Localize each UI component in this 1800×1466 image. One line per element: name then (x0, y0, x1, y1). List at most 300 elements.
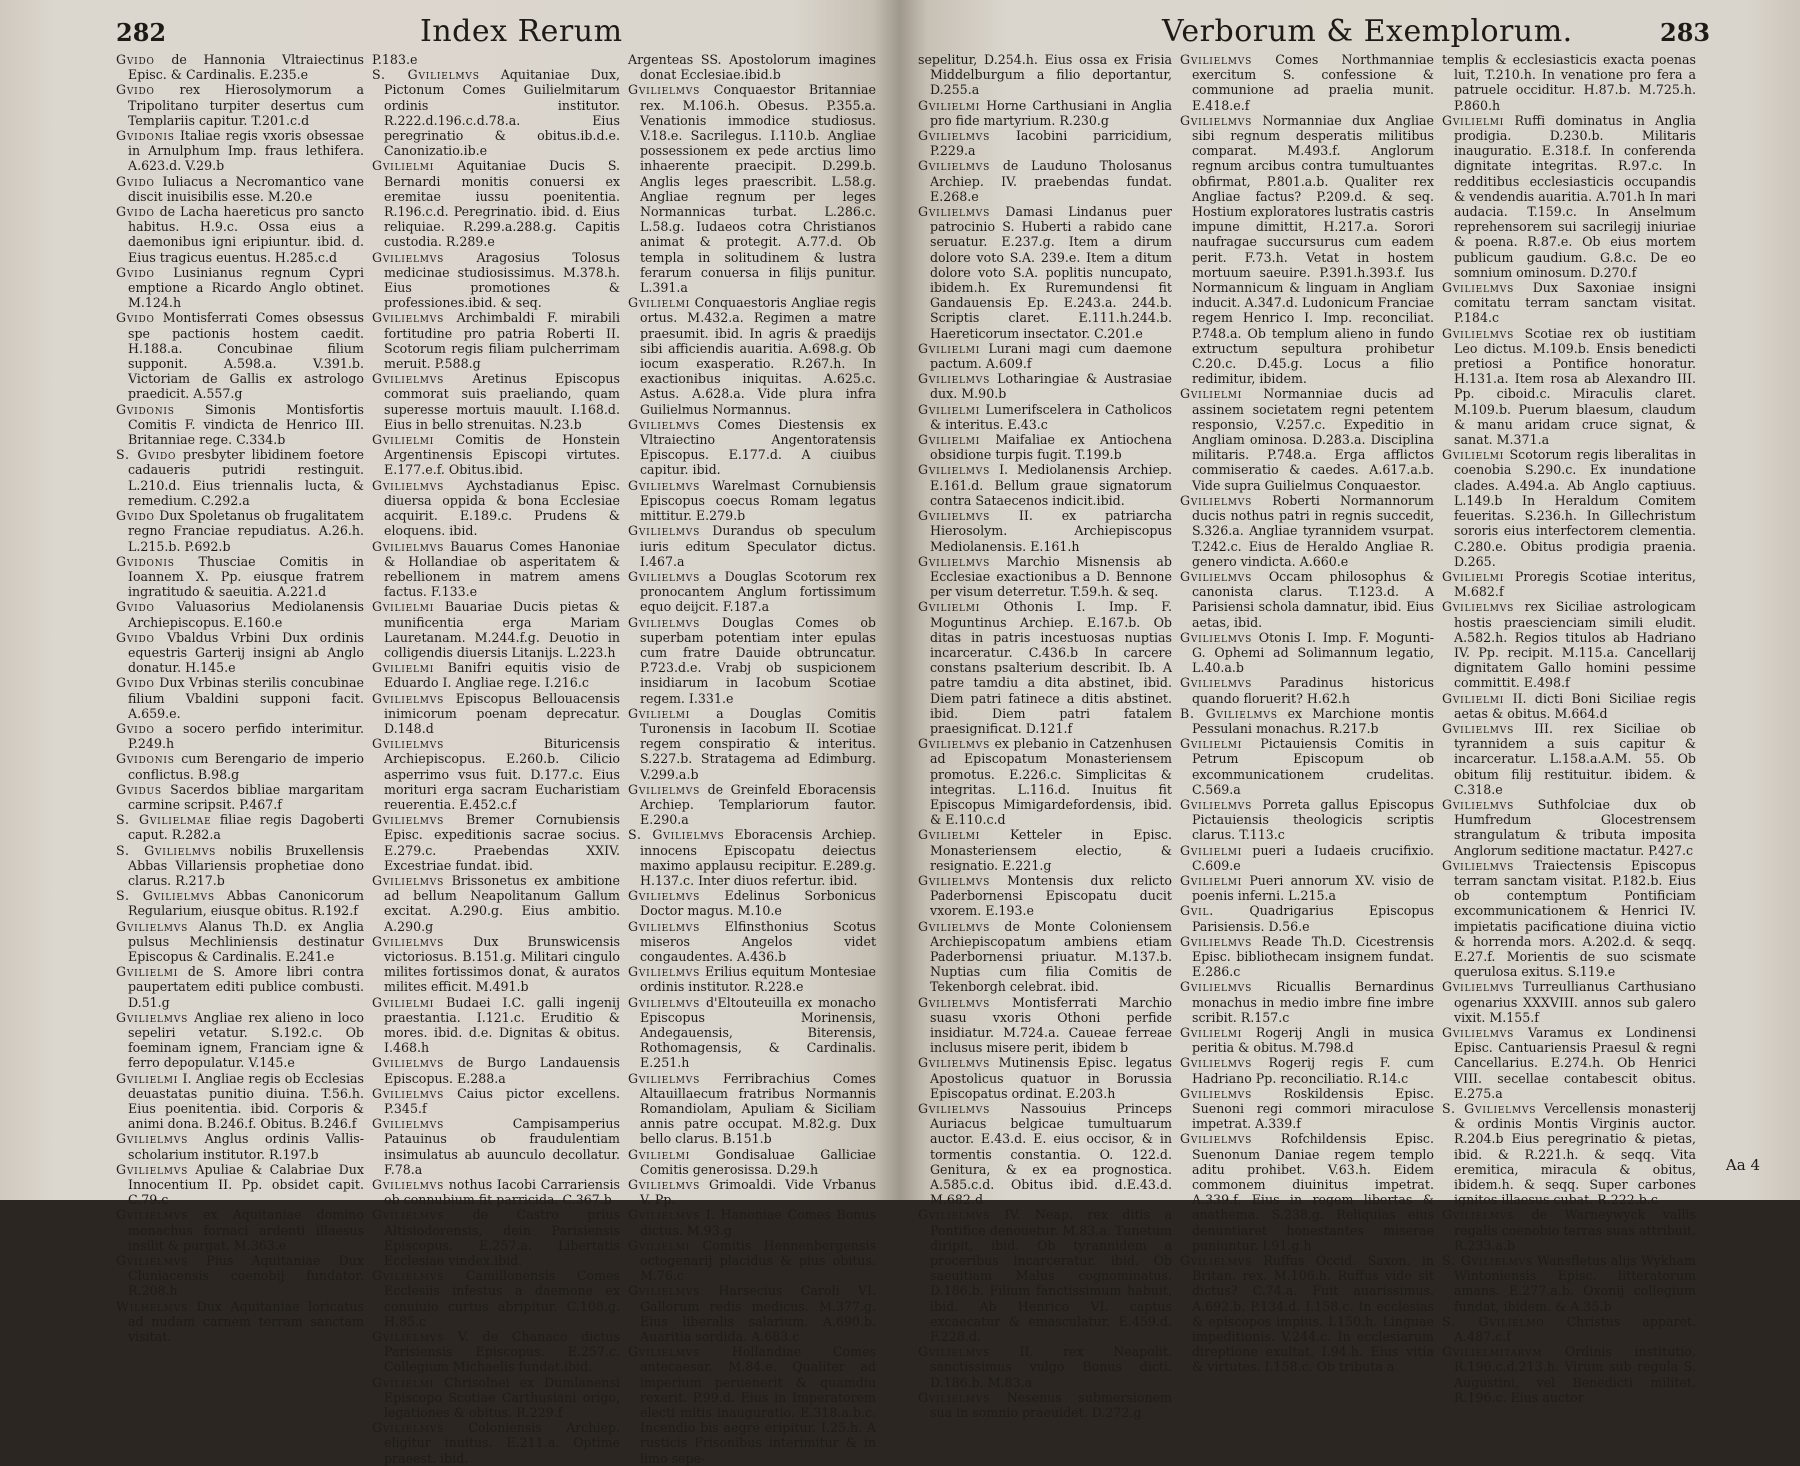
entry-text: nothus Iacobi Carrariensis ob connubium fit parricida. C.367.b (384, 1177, 620, 1208)
index-entry (1442, 1314, 1696, 1344)
entry-headword: Gvilielmvs (372, 310, 445, 326)
entry-text: I. Angliae regis ob Ecclesias deuastatas punitio diuina. T.56.h. Eius poenitentia. ibid. Corporis & animi dona. B.246.f. Obitus. B.246.f (128, 1070, 365, 1132)
entry-headword: Gvilielmvs (918, 1207, 991, 1223)
entry-text: Gondisaluae Galliciae Comitis generosissa. D.29.h (640, 1146, 876, 1177)
entry-headword: B. Gvilielmvs (1180, 705, 1278, 721)
entry-text: cum Berengario de imperio conflictus. B.98.g (128, 751, 364, 782)
index-entry (918, 1207, 1172, 1344)
entry-headword: Gvilielmvs (1180, 675, 1253, 691)
index-entry (116, 964, 364, 1010)
entry-text: Sacerdos bibliae margaritam carmine scripsit. P.467.f (128, 781, 364, 812)
entry-headword: Gvilielmvs (116, 1009, 189, 1025)
entry-text: rex Hierosolymorum a Tripolitano turpiter desertus cum Templariis capitur. T.201.c.d (128, 82, 364, 128)
entry-text: Ordinis institutio, R.196.c.d.213.h. Virum sub regula S. Augustini, vel Benedicti militet. R.196.c. Eius auctor (1454, 1344, 1696, 1405)
index-entry (1180, 493, 1434, 569)
entry-text: Bauariae Ducis pietas & munificentia erga Mariam Lauretanam. M.244.f.g. Deuotio in colligendis diuersis Litanijs. L.223.h (384, 599, 620, 660)
entry-text: Dux Saxoniae insigni comitatu terram sanctam visitat. P.184.c (1454, 280, 1696, 326)
entry-text: Montisferrati Comes obsessus spe pactionis hostem caedit. H.188.a. Concubinae filium supponit. A.598.a. V.391.b. Victoriam de Gallis ex astrologo praedicit. A.557.g (128, 310, 364, 402)
entry-headword: Gvilielmvs (1442, 796, 1515, 812)
index-entry (1180, 736, 1434, 797)
entry-headword: Gvilielmvs (918, 158, 991, 174)
entry-text: IV. Neap. rex ditis a Pontifice denouetur. M.83.a. Tunetum diripit, ibid. Ob tyrannidem a proceribus incarceratur. ibid. Ob saeuitiam Malus cognominatus. D.186.b. Filium fanctissimum habuit, ibid. Ab Henrico VI. captus excaecatur & emasculatur. E.459.d. F.228.d. (930, 1207, 1173, 1345)
entry-text: sepelitur, D.254.h. Eius ossa ex Frisia Middelburgum a filio deportantur, D.255.a (918, 52, 1172, 98)
entry-headword: Gvilielmvs (1442, 1207, 1515, 1223)
index-entry (372, 432, 620, 478)
entry-text: Damasi Lindanus puer patrocinio S. Huberti a rabido cane seruatur. E.237.g. Item a dirum dolore voto S.A. 239.e. Item a ditum dolore voto S.A. poplitis nuncupato, ibidem.h. Ex Ruremundensi fit Gandauensis Ep. E.243.a. 244.b. Scriptis claret. E.111.h.244.b. Haereticorum insectator. C.201.e (930, 204, 1172, 341)
index-entry (372, 736, 620, 812)
entry-text: presbyter libidinem foetore cadaueris putridi restinguit. L.210.d. Eius triennalis lucta, & remedium. C.292.a (128, 447, 364, 508)
entry-text: a Douglas Comitis Turonensis in Iacobum II. Scotiae regem conspiratio & interitus. S.227.b. Stratagema ad Edimburg. V.299.a.b (640, 705, 876, 782)
entry-text: Warelmast Cornubiensis Episcopus coecus Romam legatus mittitur. E.279.b (640, 477, 876, 524)
index-entry (628, 782, 876, 828)
entry-text: Aquitaniae Ducis S. Bernardi monitis conuersi ex eremitae iussu poenitentia. R.196.c.d. Peregrinatio. ibid. d. Eius reliquiae. R.299.a.288.g. Capitis custodia. R.289.e (384, 158, 620, 250)
index-entry (628, 827, 876, 888)
entry-headword: Gvidonis (116, 751, 175, 767)
index-entry (1180, 873, 1434, 903)
index-entry (116, 1071, 364, 1132)
entry-headword: Gvidonis (116, 401, 175, 417)
entry-text: Abbas Canonicorum Regularium, eiusque obitus. R.192.f (128, 888, 364, 919)
index-entry (628, 1207, 876, 1237)
entry-headword: Gvilielmi (1442, 690, 1505, 706)
entry-headword: Gvilielmi (372, 158, 435, 174)
index-entry (918, 341, 1172, 371)
entry-text: Normanniae ducis ad assinem societatem regni petentem responsio, V.257.c. Expeditio in Angliam ominosa. D.283.a. Disciplina militaris. P.748.a. Erga afflictos commiseratio & caedes. A.617.a.b. Vide supra Guilielmus Conquaestor. (1192, 386, 1434, 493)
index-entry (918, 554, 1172, 600)
entry-headword: Gvilielmi (918, 340, 981, 356)
entry-text: Proregis Scotiae interitus, M.682.f (1454, 568, 1696, 600)
right-page (900, 0, 1800, 1421)
index-entry (1180, 675, 1434, 705)
entry-headword: Gvilielmvs (1442, 325, 1515, 341)
entry-headword: Gvilielmi (1180, 1025, 1243, 1040)
entry-headword: Gvilielmvs (918, 508, 991, 524)
entry-headword: Gvilielmvs (918, 128, 991, 144)
entry-headword: Gvilielmvs (1180, 112, 1253, 128)
entry-text: Vbaldus Vrbini Dux ordinis equestris Garterij insigni ab Anglo donatur. H.145.e (128, 629, 364, 676)
entry-text: pueri a Iudaeis crucifixio. C.609.e (1192, 842, 1434, 873)
index-entry (116, 812, 364, 842)
entry-headword: Gvilielmvs (918, 994, 991, 1010)
entry-headword: Gvilielmvs (1180, 1131, 1253, 1147)
index-entry (116, 128, 364, 174)
entry-headword: S. Gvilielmvs (628, 827, 725, 843)
entry-headword: S. Gvilielmvs (1442, 1101, 1537, 1117)
entry-text: Banifri equitis visio de Eduardo I. Angliae rege. I.216.c (384, 660, 620, 691)
index-entry (1442, 326, 1696, 448)
index-entry (1442, 1101, 1696, 1207)
index-entry (918, 1344, 1172, 1390)
entry-headword: Gvilielmi (1180, 736, 1243, 752)
index-entry (116, 1253, 364, 1299)
entry-text: Aragosius Tolosus medicinae studiosissimus. M.378.h. Eius promotiones & professiones.ibid. & seq. (384, 249, 620, 311)
entry-text: II. dicti Boni Siciliae regis aetas & obitus. M.664.d (1454, 690, 1697, 721)
entry-headword: Gvilielmvs (628, 888, 701, 904)
entry-text: Iuliacus a Necromantico vane discit inuisibilis esse. M.20.e (128, 173, 364, 204)
entry-text: Montensis dux relicto Paderbornensi Episcopatu ducit vxorem. E.193.e (930, 872, 1172, 919)
left-page-number: 282 (116, 18, 167, 47)
entry-text: Pueri annorum XV. visio de poenis inferni. L.215.a (1192, 872, 1434, 904)
entry-headword: Gvilielmvs (918, 462, 991, 478)
index-entry (116, 508, 364, 554)
index-entry (116, 554, 364, 600)
entry-text: Anglus ordinis Vallis-scholarium institutor. R.197.b (128, 1131, 364, 1162)
index-entry (1442, 599, 1696, 690)
entry-text: Rofchildensis Episc. Suenonum Daniae regem templo aditu prohibet. V.63.h. Eidem commonem diuinitus impetrat. A.339.f. Eius in regem libertas & anathema. S.238.g. Reliquias eius denuntiaret honestantes miserae puniuntur. I.91.g.h (1192, 1131, 1434, 1253)
entry-text: ex Marchione montis Pessulani monachus. R.217.b (1192, 705, 1434, 736)
entry-text: Campisamperius Patauinus ob fraudulentiam insimulatus ab auunculo decollatur. F.78.a (384, 1116, 620, 1177)
index-entry (116, 782, 364, 812)
index-entry (1180, 979, 1434, 1025)
entry-text: Coloniensis Archiep. eligitur inuitus. E.211.a. Optime praeest. ibid. (384, 1420, 620, 1466)
entry-text: Aquitaniae Dux, Pictonum Comes Guilielmitarum ordinis institutor. R.222.d.196.c.d.78.a. Eius peregrinatio & obitus.ib.d.e. Canonizatio.ib.e (384, 67, 620, 159)
index-entry (918, 1390, 1172, 1420)
entry-headword: Gvilielmi (628, 705, 691, 721)
index-entry (116, 82, 364, 128)
entry-headword: Gvilielmvs (628, 82, 701, 98)
entry-headword: Gvilielmvs (918, 872, 991, 888)
index-entry (628, 417, 876, 478)
index-entry (1180, 843, 1434, 873)
entry-headword: Gvilielmi (372, 1374, 435, 1390)
entry-text: Occam philosophus & canonista clarus. T.123.d. A Parisiensi schola damnatur, ibid. Eius aetas, ibid. (1192, 568, 1434, 630)
entry-headword: Gvilielmvs (1180, 1055, 1253, 1071)
entry-headword: Gvilielmvs (372, 477, 445, 493)
entry-headword: S. Gvilielmvs (116, 842, 217, 858)
entry-text: Grimoaldi. Vide Vrbanus V. Pp. (640, 1177, 876, 1208)
entry-headword: Gvilielmvs (1180, 52, 1253, 67)
entry-headword: Gvilielmvs (116, 1207, 189, 1223)
entry-text: III. rex Siciliae ob tyrannidem a suis capitur & incarceratur. L.158.a.A.M. 55. Ob obitum filij restituitur. ibidem. & C.318.e (1454, 720, 1696, 797)
entry-headword: Gvilielmvs (372, 1116, 445, 1132)
entry-text: Lusinianus regnum Cypri emptione a Ricardo Anglo obtinet. M.124.h (128, 264, 364, 311)
index-entry (116, 599, 364, 629)
index-entry (116, 204, 364, 265)
entry-text: Pictauiensis Comitis in Petrum Episcopum ob excommunicationem crudelitas. C.569.a (1192, 736, 1434, 797)
entry-text: de Monte Coloniensem Archiepiscopatum ambiens etiam Paderbornensi priuatur. M.137.b. Nuptias cum filia Comitis de Tekenborgh celebrat. ibid. (930, 918, 1172, 995)
entry-text: Dux Spoletanus ob frugalitatem regno Franciae repudiatus. A.26.h. L.215.b. P.692.b (128, 508, 364, 554)
entry-text: Dux Brunswicensis victoriosus. B.151.g. Militari cingulo milites fortissimos donat, & auratos milites efficit. M.491.b (384, 933, 620, 995)
entry-headword: Gvilielmi (1442, 112, 1505, 128)
entry-text: Dux Vrbinas sterilis concubinae filium Vbaldini supponi facit. A.659.e. (128, 675, 364, 721)
index-entry (918, 204, 1172, 341)
entry-text: Quadrigarius Episcopus Parisiensis. D.56.e (1192, 903, 1434, 934)
entry-headword: Gvilielmi (116, 964, 179, 980)
index-entry (628, 964, 876, 994)
index-entry (1442, 858, 1696, 980)
entry-headword: Gvilielmi (116, 1070, 179, 1086)
index-entry (372, 478, 620, 539)
entry-text: Paradinus historicus quando floruerit? H.62.h (1192, 675, 1434, 706)
index-entry (372, 934, 620, 995)
entry-text: Elfinsthonius Scotus miseros Angelos videt congaudentes. A.436.b (640, 918, 876, 964)
index-entry (1442, 1207, 1696, 1253)
entry-text: Ricuallis Bernardinus monachus in medio imbre fine imbre scribit. R.157.c (1192, 979, 1434, 1025)
index-entry (628, 1177, 876, 1207)
entry-headword: Gvilielmvs (1442, 857, 1515, 873)
entry-headword: Gvilielmvs (1442, 979, 1515, 995)
entry-text: Rogerij regis F. cum Hadriano Pp. reconciliatio. R.14.c (1192, 1055, 1434, 1086)
entry-text: Suthfolciae dux ob Humfredum Glocestrensem strangulatum & tributa imposita Anglorum seditione mactatur. P.427.c (1454, 796, 1696, 858)
entry-text: Lotharingiae & Austrasiae dux. M.90.b (930, 371, 1172, 402)
entry-headword: Gvilielmvs (628, 477, 701, 493)
index-entry (116, 1299, 364, 1345)
entry-headword: Gvilielmi (918, 432, 981, 448)
index-entry (372, 1086, 620, 1116)
entry-text: a Douglas Scotorum rex pronocantem Anglum fortissimum equo deijcit. F.187.a (640, 568, 876, 615)
entry-headword: Gvilielmvs (1180, 568, 1253, 584)
entry-headword: Gvilielmvs (1442, 599, 1515, 615)
index-entry (116, 751, 364, 781)
index-entry (372, 1177, 620, 1207)
index-entry (116, 52, 364, 82)
entry-text: ex plebanio in Catzenhusen ad Episcopatum Monasteriensem promotus. E.226.c. Simplicitas & integritas. L.116.d. Inuitus fit Episcopus Mimigardefordensis, ibid. & E.110.c.d (930, 736, 1172, 828)
entry-headword: Gvilielmvs (1180, 492, 1253, 508)
right-page-number: 283 (1660, 18, 1711, 47)
index-entry (918, 508, 1172, 554)
index-entry (116, 402, 364, 448)
index-entry (1442, 979, 1696, 1025)
index-entry (628, 52, 876, 82)
entry-text: Ketteler in Episc. Monasteriensem electio, & resignatio. E.221.g (930, 827, 1172, 873)
entry-headword: Gvilielmvs (628, 1344, 701, 1360)
entry-headword: Gvilielmvs (116, 1131, 189, 1147)
index-entry (116, 1207, 364, 1253)
entry-text: Scotorum regis liberalitas in coenobia S.290.c. Ex inundatione clades. A.494.a. Ab Anglo captiuus. L.149.b In Heraldum Comitem feueritas. S.236.h. In Gillechristum sororis eius interfectorem clementia. C.280.e. Obitus prodigia praenia. D.265. (1454, 447, 1696, 569)
entry-text: Conquaestor Britanniae rex. M.106.h. Obesus. P.355.a. Venationis immodice studiosus. V.18.e. Sacrilegus. I.110.b. Angliae possessionem ex pede arctius limo inhaerente praecipit. D.299.b. Anglis leges praescribit. L.58.g. Angliae regnum per leges Normannicas turbat. L.286.c. L.58.g. Iudaeos cotra Christianos animat & protegit. A.77.d. Ob templa in solitudinem & lustra ferarum conuersa in filijs punitur. L.391.a (640, 82, 876, 296)
index-entry (116, 721, 364, 751)
entry-text: Angliae rex alieno in loco sepeliri vetatur. S.192.c. Ob foeminam ignem, Franciam igne & ferro depopulatur. V.145.e (128, 1009, 364, 1071)
index-entry (116, 1162, 364, 1208)
entry-text: Caius pictor excellens. P.345.f (384, 1085, 620, 1117)
index-entry (372, 1375, 620, 1421)
index-entry (1442, 797, 1696, 858)
index-entry (372, 539, 620, 600)
index-entry (628, 1147, 876, 1177)
entry-text: nobilis Bruxellensis Abbas Villariensis prophetiae dono clarus. R.217.b (128, 842, 364, 888)
index-entry (372, 67, 620, 158)
entry-headword: Gvilielmvs (628, 994, 701, 1010)
entry-text: Argenteas SS. Apostolorum imagines donat Ecclesiae.ibid.b (628, 52, 876, 83)
entry-text: Maifaliae ex Antiochena obsidione turpis fugit. T.199.b (930, 432, 1172, 463)
index-entry (116, 919, 364, 965)
entry-headword: Gvido (116, 629, 155, 645)
entry-text: Ruffus Occid. Saxon. in Britan. rex. M.106.h. Ruffus vide sit dictus? C.74.a. Fuit auarissimus. A.692.b. P.134.d. I.158.c. In ecclesias & episcopos impius. I.150.h. Linguae impeditionis. V.244.c. In ecclesiarum direptione exultat. I.94.h. Eius vitia & virtutes. I.158.c. Ob tributa a (1192, 1253, 1434, 1375)
entry-text: Nesenus submersionem sua in somnio praeuidet. D.272.g (930, 1389, 1172, 1421)
index-entry (116, 675, 364, 721)
entry-text: de Hannonia Vltraiectinus Episc. & Cardinalis. E.235.e (128, 52, 364, 83)
index-entry (372, 310, 620, 371)
entry-text: Rogerij Angli in musica peritia & obitus. M.798.d (1192, 1025, 1434, 1056)
entry-headword: Gvilielmvs (372, 872, 445, 888)
index-entry (918, 736, 1172, 827)
entry-headword: Gvilielmvs (628, 781, 701, 797)
entry-headword: Gvilielmvs (372, 736, 445, 752)
index-entry (372, 660, 620, 690)
entry-text: Edelinus Sorbonicus Doctor magus. M.10.e (640, 888, 876, 919)
entry-text: II. rex Neapolit. sanctissimus vulgo Bonus dicti. D.186.b. M.83.a (930, 1344, 1172, 1390)
entry-headword: Gvilielmvs (372, 1055, 445, 1071)
entry-text: filiae regis Dagoberti caput. R.282.a (128, 812, 364, 843)
index-entry (372, 250, 620, 311)
entry-text: rex Siciliae astrologicam hostis praescienciam simili eludit. A.582.h. Regios titulos ab Hadriano IV. Pp. recipit. M.115.a. Cancellarij dignitatem Gallo homini pessime committit. E.498.f (1454, 599, 1696, 691)
entry-headword: Gvilielmvs (918, 204, 991, 220)
entry-text: Brissonetus ex ambitione ad bellum Neapolitanum Gallum excitat. A.290.g. Eius ambitio. A.290.g (384, 872, 620, 934)
index-entry (628, 888, 876, 918)
index-column (368, 52, 624, 1466)
index-entry (372, 873, 620, 934)
index-entry (918, 52, 1172, 98)
entry-headword: Gvilielmi (1442, 568, 1505, 584)
entry-text: Apuliae & Calabriae Dux Innocentium II. Pp. obsidet capit. C.79.c (128, 1161, 364, 1208)
entry-text: Iacobini parricidium, P.229.a (930, 128, 1172, 159)
index-entry (116, 1131, 364, 1161)
entry-text: Comes Northmanniae exercitum S. confessione & communione ad praelia munit. E.418.e.f (1192, 52, 1434, 113)
index-entry (918, 995, 1172, 1056)
index-entry (628, 295, 876, 417)
entry-headword: Gvido (116, 310, 155, 326)
entry-text: Chrisolnei ex Dumlanensi Episcopo Scotiae Carthusiani origo, legationes & obitus. R.229.f (384, 1374, 620, 1421)
index-entry (1180, 797, 1434, 843)
entry-headword: Gvilielmvs (372, 1420, 445, 1436)
index-entry (372, 158, 620, 249)
entry-headword: Gvilielmi (918, 599, 981, 615)
index-entry (1442, 691, 1696, 721)
entry-headword: Gvilielmvs (628, 614, 701, 630)
entry-text: I. Mediolanensis Archiep. E.161.d. Bellum graue signatorum contra Sataecenos indicit.ibid. (930, 462, 1172, 508)
entry-text: Lumerifscelera in Catholicos & interitus. E.43.c (930, 401, 1172, 432)
entry-text: II. ex patriarcha Hierosolym. Archiepiscopus Mediolanensis. E.161.h (930, 508, 1172, 554)
entry-headword: Gvilielmvs (372, 690, 445, 706)
index-entry (116, 310, 364, 401)
entry-text: d'Eltouteuilla ex monacho Episcopus Morinensis, Andegauensis, Biterensis, Rothomagensis, & Cardinalis. E.251.h (640, 994, 876, 1071)
entry-headword: Gvilielmvs (1180, 1253, 1253, 1269)
entry-headword: Gvilielmi (628, 1146, 691, 1162)
entry-text: Alanus Th.D. ex Anglia pulsus Mechliniensis destinatur Episcopus & Cardinalis. E.241.e (128, 918, 364, 964)
index-entry (116, 265, 364, 311)
entry-headword: Gvilielmvs (372, 1085, 445, 1101)
entry-headword: S. Gvilielmvs (372, 67, 480, 83)
entry-headword: Gvilielmvs (1442, 720, 1515, 736)
entry-text: Comitis de Honstein Argentinensis Episcopi virtutes. E.177.e.f. Obitus.ibid. (384, 432, 620, 478)
entry-text: Aretinus Episcopus commorat suis praeliando, quam superesse mortuis mauult. I.168.d. Eius in bello strenuitas. N.23.b (384, 371, 620, 432)
entry-headword: Gvilielmvs (372, 249, 445, 265)
entry-text: Archimbaldi F. mirabili fortitudine pro patria Roberti II. Scotorum regis filiam pulcherrimam meruit. P.588.g (384, 310, 620, 372)
entry-text: Bremer Cornubiensis Episc. expeditionis sacrae socius. E.279.c. Praebendas XXIV. Excestriae fundat. ibid. (384, 812, 620, 873)
index-entry (1180, 1055, 1434, 1085)
entry-text: a socero perfido interimitur. P.249.h (128, 720, 364, 752)
index-entry (628, 82, 876, 295)
entry-headword: Gvilielmvs (918, 736, 991, 752)
entry-headword: Gvilielmvs (628, 1070, 701, 1086)
entry-text: Durandus ob speculum iuris editum Speculator dictus. I.467.a (640, 523, 876, 569)
entry-text: de S. Amore libri contra paupertatem editi publice combusti. D.51.g (128, 964, 364, 1010)
entry-text: Lurani magi cum daemone pactum. A.609.f (930, 340, 1172, 372)
index-entry (1180, 1253, 1434, 1375)
entry-headword: S. Gvilielmvs (116, 888, 215, 904)
index-entry (628, 569, 876, 615)
entry-headword: Gvilielmvs (918, 1101, 991, 1117)
entry-headword: Gvido (116, 204, 155, 220)
index-entry (1442, 1025, 1696, 1101)
entry-text: I. Hanoniae Comes Bonus dictus. M.93.g (640, 1207, 876, 1238)
entry-text: Vercellensis monasterij & ordinis Montis Virginis auctor. R.204.b Eius peregrinatio & pietas, ibid. & R.221.h. & seqq. Vita eremitica, miracula & obitus, ibidem.h. & seqq. Super carbones ignitos illaesus cubat. R.222.b.c (1454, 1101, 1696, 1208)
index-entry (918, 402, 1172, 432)
entry-headword: Gvilielmi (1442, 447, 1505, 463)
entry-text: de Castro prius Altisiodorensis, dein Parisiensis Episcopus. E.257.a. Libertatis Ecclesiae vindex.ibid. (384, 1207, 620, 1269)
index-entry (372, 1116, 620, 1177)
entry-headword: Gvido (116, 52, 155, 67)
index-entry (372, 1329, 620, 1375)
entry-headword: Gvilielmvs (372, 371, 445, 387)
entry-text: Harsecius Caroli VI. Gallorum redis medicus. M.377.g. Eius liberalis salarium. A.690.b. Auaritia sordida. A.683.c (640, 1283, 876, 1345)
index-entry (628, 1283, 876, 1344)
index-entry (628, 706, 876, 782)
entry-text: V. de Chanaco dictus Parisiensis Episcopus. E.257.c. Collegium Michaelis fundat.ibid. (384, 1329, 620, 1375)
entry-text: Reade Th.D. Cicestrensis Episc. bibliothecam insignem fundat. E.286.c (1192, 933, 1434, 980)
index-entry (918, 827, 1172, 873)
index-entry (1180, 1131, 1434, 1253)
entry-text: Dux Aquitaniae loricatus ad nudam carnem terram sanctam visitat. (128, 1298, 364, 1345)
entry-text: Roskildensis Episc. Suenoni regi commori miraculose impetrat. A.339.f (1192, 1085, 1434, 1132)
entry-headword: Gvilielmvs (918, 1389, 991, 1405)
entry-headword: S. Gvido (116, 447, 177, 463)
entry-text: Ruffi dominatus in Anglia prodigia. D.230.b. Militaris inauguratio. E.318.f. In conferenda dignitate integritas. R.97.c. In redditibus ecclesiasticis occupandis & vendendis auaritia. A.701.h In mari audacia. T.159.c. In Anselmum reprehensorem sui sacrilegij iniuriae & poena. R.87.e. Ob eius mortem publicum gaudium. G.8.c. De eo somnium ominosum. D.270.f (1454, 112, 1696, 280)
index-entry (1442, 113, 1696, 280)
entry-headword: Gvilielmvs (918, 1344, 991, 1360)
entry-headword: Gvido (116, 264, 155, 280)
entry-text: Hollandiae Comes antecaesar. M.84.e. Qualiter ad imperium peruenerit & quamdiu rexerit. P.99.d. Eius in Imperatorem electi mitis inauguratio. E.318.a.b.c. Incendio bis aegre eripitur. I.25.h. A rusticis Frisonibus interimitur & in limo sepe- (640, 1344, 876, 1466)
index-entry (628, 919, 876, 965)
index-entry (918, 1055, 1172, 1101)
entry-text: Christus apparet. A.487.c.f (1454, 1313, 1696, 1345)
entry-text: Bauarus Comes Hanoniae & Hollandiae ob asperitatem & rebellionem in matrem amens factus. F.133.e (384, 538, 620, 600)
entry-text: Episcopus Bellouacensis inimicorum poenam deprecatur. D.148.d (384, 690, 620, 736)
index-entry (372, 371, 620, 432)
entry-headword: Gvilielmi (1180, 842, 1243, 858)
entry-text: Thusciae Comitis in Ioannem X. Pp. eiusque fratrem ingratitudo & saeuitia. A.221.d (128, 553, 364, 600)
index-entry (918, 919, 1172, 995)
entry-headword: Gvilielmvs (628, 416, 701, 432)
index-entry (918, 873, 1172, 919)
entry-headword: Gvilielmvs (372, 933, 445, 949)
index-entry (372, 812, 620, 873)
entry-text: templis & ecclesiasticis exacta poenas luit, T.210.h. In venatione pro fera a patruele occiditur. H.87.b. M.725.h. P.860.h (1442, 52, 1696, 113)
entry-headword: Gvilielmvs (628, 1283, 701, 1299)
entry-headword: Gvilielmvs (918, 553, 991, 569)
index-entry (918, 158, 1172, 204)
entry-text: Marchio Misnensis ab Ecclesiae exactionibus a D. Bennone per visum deterretur. T.59.h. & seq. (930, 553, 1172, 600)
entry-text: Erilius equitum Montesiae ordinis institutor. R.228.e (640, 964, 876, 995)
entry-text: Traiectensis Episcopus terram sanctam visitat. P.182.b. Eius ob contemptum Pontificiam excommunicationem & Henrici IV. impietatis pacificatione diuina victio & horrenda mors. A.202.d. & seqq. E.27.f. Morientis de suo scismate querulosa exitus. S.119.e (1454, 857, 1696, 980)
entry-text: Varamus ex Londinensi Episc. Cantuariensis Praesul & regni Cancellarius. E.274.h. Ob Henrici VIII. secellae contabescit obitus. E.275.a (1454, 1025, 1696, 1101)
entry-text: Normanniae dux Angliae sibi regnum desperatis militibus comparat. M.493.f. Anglorum regnum arcibus contra tumultuantes obfirmat, P.801.a.b. Qualiter rex Angliae factus? P.209.d. & seq. Hostium exploratores lustratis castris impune dimittit, H.217.a. Sorori naufragae succursurus cum eadem perit. F.73.h. Vetat in hostem mortuum saeuire. P.391.h.393.f. Ius Normannicum & linguam in Angliam inducit. A.347.d. Ludonicum Franciae regem Henrico I. Imp. reconciliat. P.748.a. Ob templum alieno in fundo extructum sepultura prohibetur C.20.c. D.45.g. Locus a filio redimitur, ibidem. (1192, 112, 1434, 387)
entry-headword: Gvilielmvs (372, 812, 445, 828)
entry-text: Turreullianus Carthusiano ogenarius XXXVIII. annos sub galero vixit. M.155.f (1454, 979, 1696, 1025)
index-entry (372, 995, 620, 1056)
right-page-columns (914, 52, 1704, 1421)
entry-text: P.183.e (372, 52, 418, 67)
index-entry (1180, 113, 1434, 387)
signature-mark: Aa 4 (1725, 1156, 1760, 1174)
entry-headword: Gvido (116, 675, 155, 691)
entry-headword: Gvilielmvs (1180, 933, 1253, 949)
entry-headword: Gvilielmvs (116, 1161, 189, 1177)
index-entry (116, 447, 364, 508)
index-entry (628, 478, 876, 524)
entry-headword: Gvilielmvs (1442, 1025, 1515, 1040)
index-entry (116, 1010, 364, 1071)
